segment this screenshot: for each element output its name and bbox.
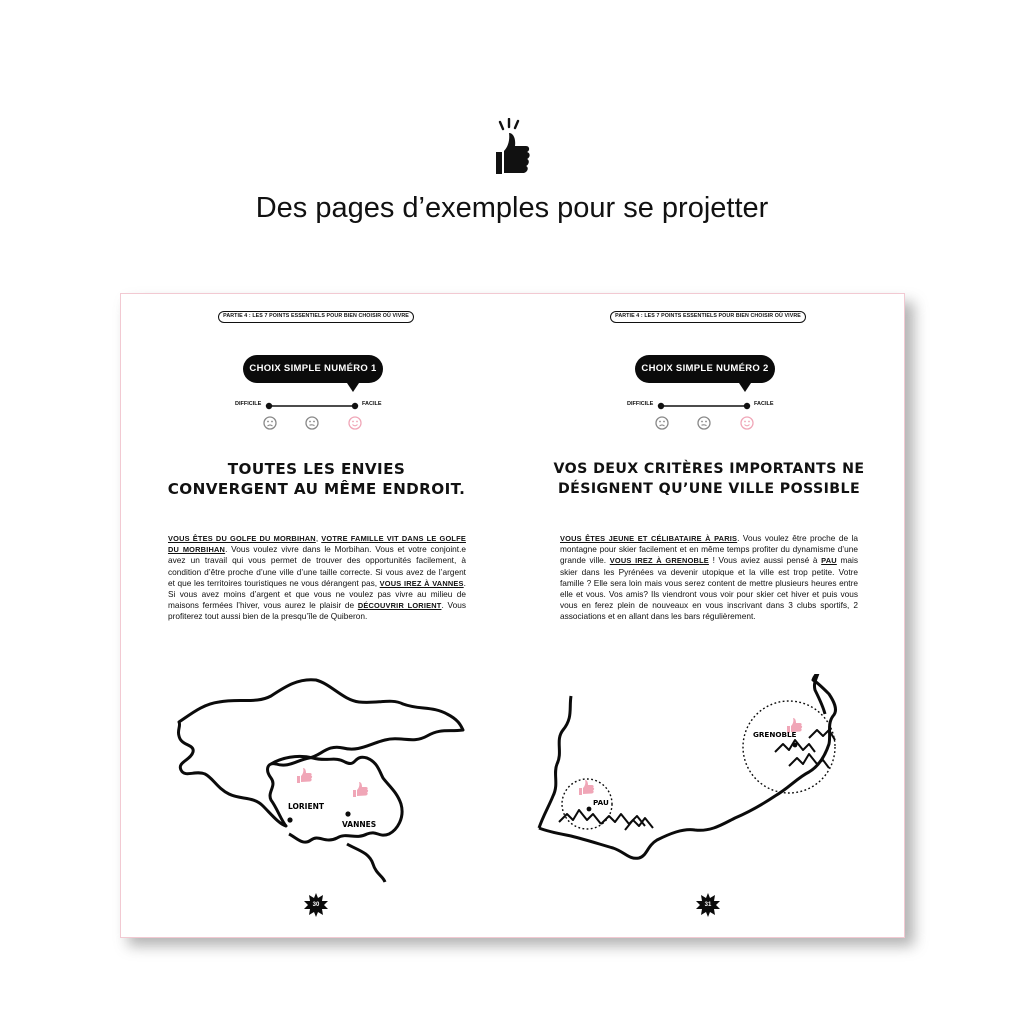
title-line-2: DÉSIGNENT QU’UNE VILLE POSSIBLE: [557, 481, 861, 497]
difficulty-scale: [613, 398, 803, 434]
sad-face-icon: [263, 416, 277, 430]
left-page: [121, 294, 512, 937]
map-label-lorient: LORIENT: [288, 802, 324, 811]
city-dot-vannes: [345, 811, 350, 816]
scale-label-easy: FACILE: [754, 401, 774, 407]
scale-label-easy: FACILE: [362, 401, 382, 407]
choice-bubble: CHOIX SIMPLE NUMÉRO 2: [635, 355, 775, 383]
page-title: [529, 459, 889, 499]
grenoble-radius: [743, 701, 835, 793]
difficulty-scale: [221, 398, 411, 434]
scale-label-difficult: DIFFICILE: [627, 401, 654, 407]
map-label-grenoble: GRENOBLE: [753, 730, 797, 739]
body-highlight: PAU: [821, 556, 837, 566]
body-text: [168, 533, 466, 623]
body-text-run: ,: [315, 533, 322, 543]
scale-label-difficult: DIFFICILE: [235, 401, 262, 407]
thumbs-up-icon: [579, 780, 594, 795]
body-highlight: VOUS IREZ À VANNES: [379, 578, 464, 588]
title-line-1: TOUTES LES ENVIES: [227, 460, 406, 478]
body-text-run: ! Vous aviez aussi pensé à: [708, 555, 822, 566]
thumbs-up-icon: [353, 782, 368, 797]
bubble-tail: [345, 380, 361, 392]
choice-bubble: CHOIX SIMPLE NUMÉRO 1: [243, 355, 383, 383]
body-text-run: . Vous voulez être proche de la montagne pour skier facilement et en même temps profiter du dynamisme d’une grande ville.: [560, 533, 858, 566]
page-number: [304, 893, 328, 917]
happy-face-icon: [348, 416, 362, 430]
title-line-2: CONVERGENT AU MÊME ENDROIT.: [167, 480, 466, 498]
france-south-map: [513, 674, 904, 884]
body-highlight: VOTRE FAMILLE VIT DANS LE GOLFE DU MORBIHAN: [168, 534, 466, 555]
thumbs-up-icon: [488, 118, 536, 180]
page-number-text: 30: [312, 902, 320, 908]
body-highlight: VOUS ÊTES DU GOLFE DU MORBIHAN: [168, 534, 316, 543]
map-label-pau: PAU: [593, 798, 609, 807]
running-head: PARTIE 4 : LES 7 POINTS ESSENTIELS POUR BIEN CHOISIR OÙ VIVRE: [610, 311, 806, 323]
book-spread: [120, 293, 905, 938]
page-title: [151, 459, 482, 499]
page-number: [696, 893, 720, 917]
page-headline: Des pages d’exemples pour se projetter: [255, 192, 769, 224]
running-head: PARTIE 4 : LES 7 POINTS ESSENTIELS POUR BIEN CHOISIR OÙ VIVRE: [218, 311, 414, 323]
pyrenees-mountains-icon: [559, 810, 653, 830]
body-text-run: . Vous voulez vivre dans le Morbihan. Vous et votre conjoint.e avez un travail qui vous permet de trouver des opportunités facilement, à condition d’être proche d’une ville d’une taille correcte. Si vous avez de l’argent et que les territoires touristiques ne vous dérangent pas,: [168, 544, 466, 588]
body-text-run: . Vous profiterez tout aussi bien de la presqu’île de Quiberon.: [168, 600, 466, 622]
city-dot-grenoble: [793, 743, 798, 748]
body-text-run: mais skier dans les Pyrénées va devenir utopique et la ville est trop petite. Votre famille ? Elle sera loin mais vous serez content de mettre plusieurs heures entre elle et vous. Vos amis? Ils viendront vous voir pour skier cet hiver et puis vous vous en ferez plein de nouveaux en vous inscrivant dans 3 clubs sportifs, 2 associations et en allant dans les bars régulièrement.: [560, 555, 858, 622]
body-highlight: DÉCOUVRIR LORIENT: [357, 601, 442, 611]
body-highlight: VOUS ÊTES JEUNE ET CÉLIBATAIRE À PARIS: [560, 534, 738, 543]
body-text-run: . Si vous avez moins d’argent et que vous ne voulez pas vivre au milieu de maisons fermées l’hiver, vous aurez le plaisir de: [168, 577, 466, 611]
bubble-tail: [737, 380, 753, 392]
thumbs-up-icon: [297, 768, 312, 783]
right-page: [513, 294, 904, 937]
neutral-face-icon: [697, 416, 711, 430]
title-line-1: VOS DEUX CRITÈRES IMPORTANTS NE: [553, 461, 865, 477]
happy-face-icon: [740, 416, 754, 430]
body-text: [560, 533, 858, 623]
map-label-vannes: VANNES: [342, 820, 377, 829]
body-highlight: VOUS IREZ À GRENOBLE: [609, 556, 709, 566]
neutral-face-icon: [305, 416, 319, 430]
page-number-text: 31: [704, 902, 712, 908]
city-dot-pau: [587, 807, 592, 812]
city-dot-lorient: [287, 817, 292, 822]
brittany-map: [121, 674, 512, 884]
sad-face-icon: [655, 416, 669, 430]
